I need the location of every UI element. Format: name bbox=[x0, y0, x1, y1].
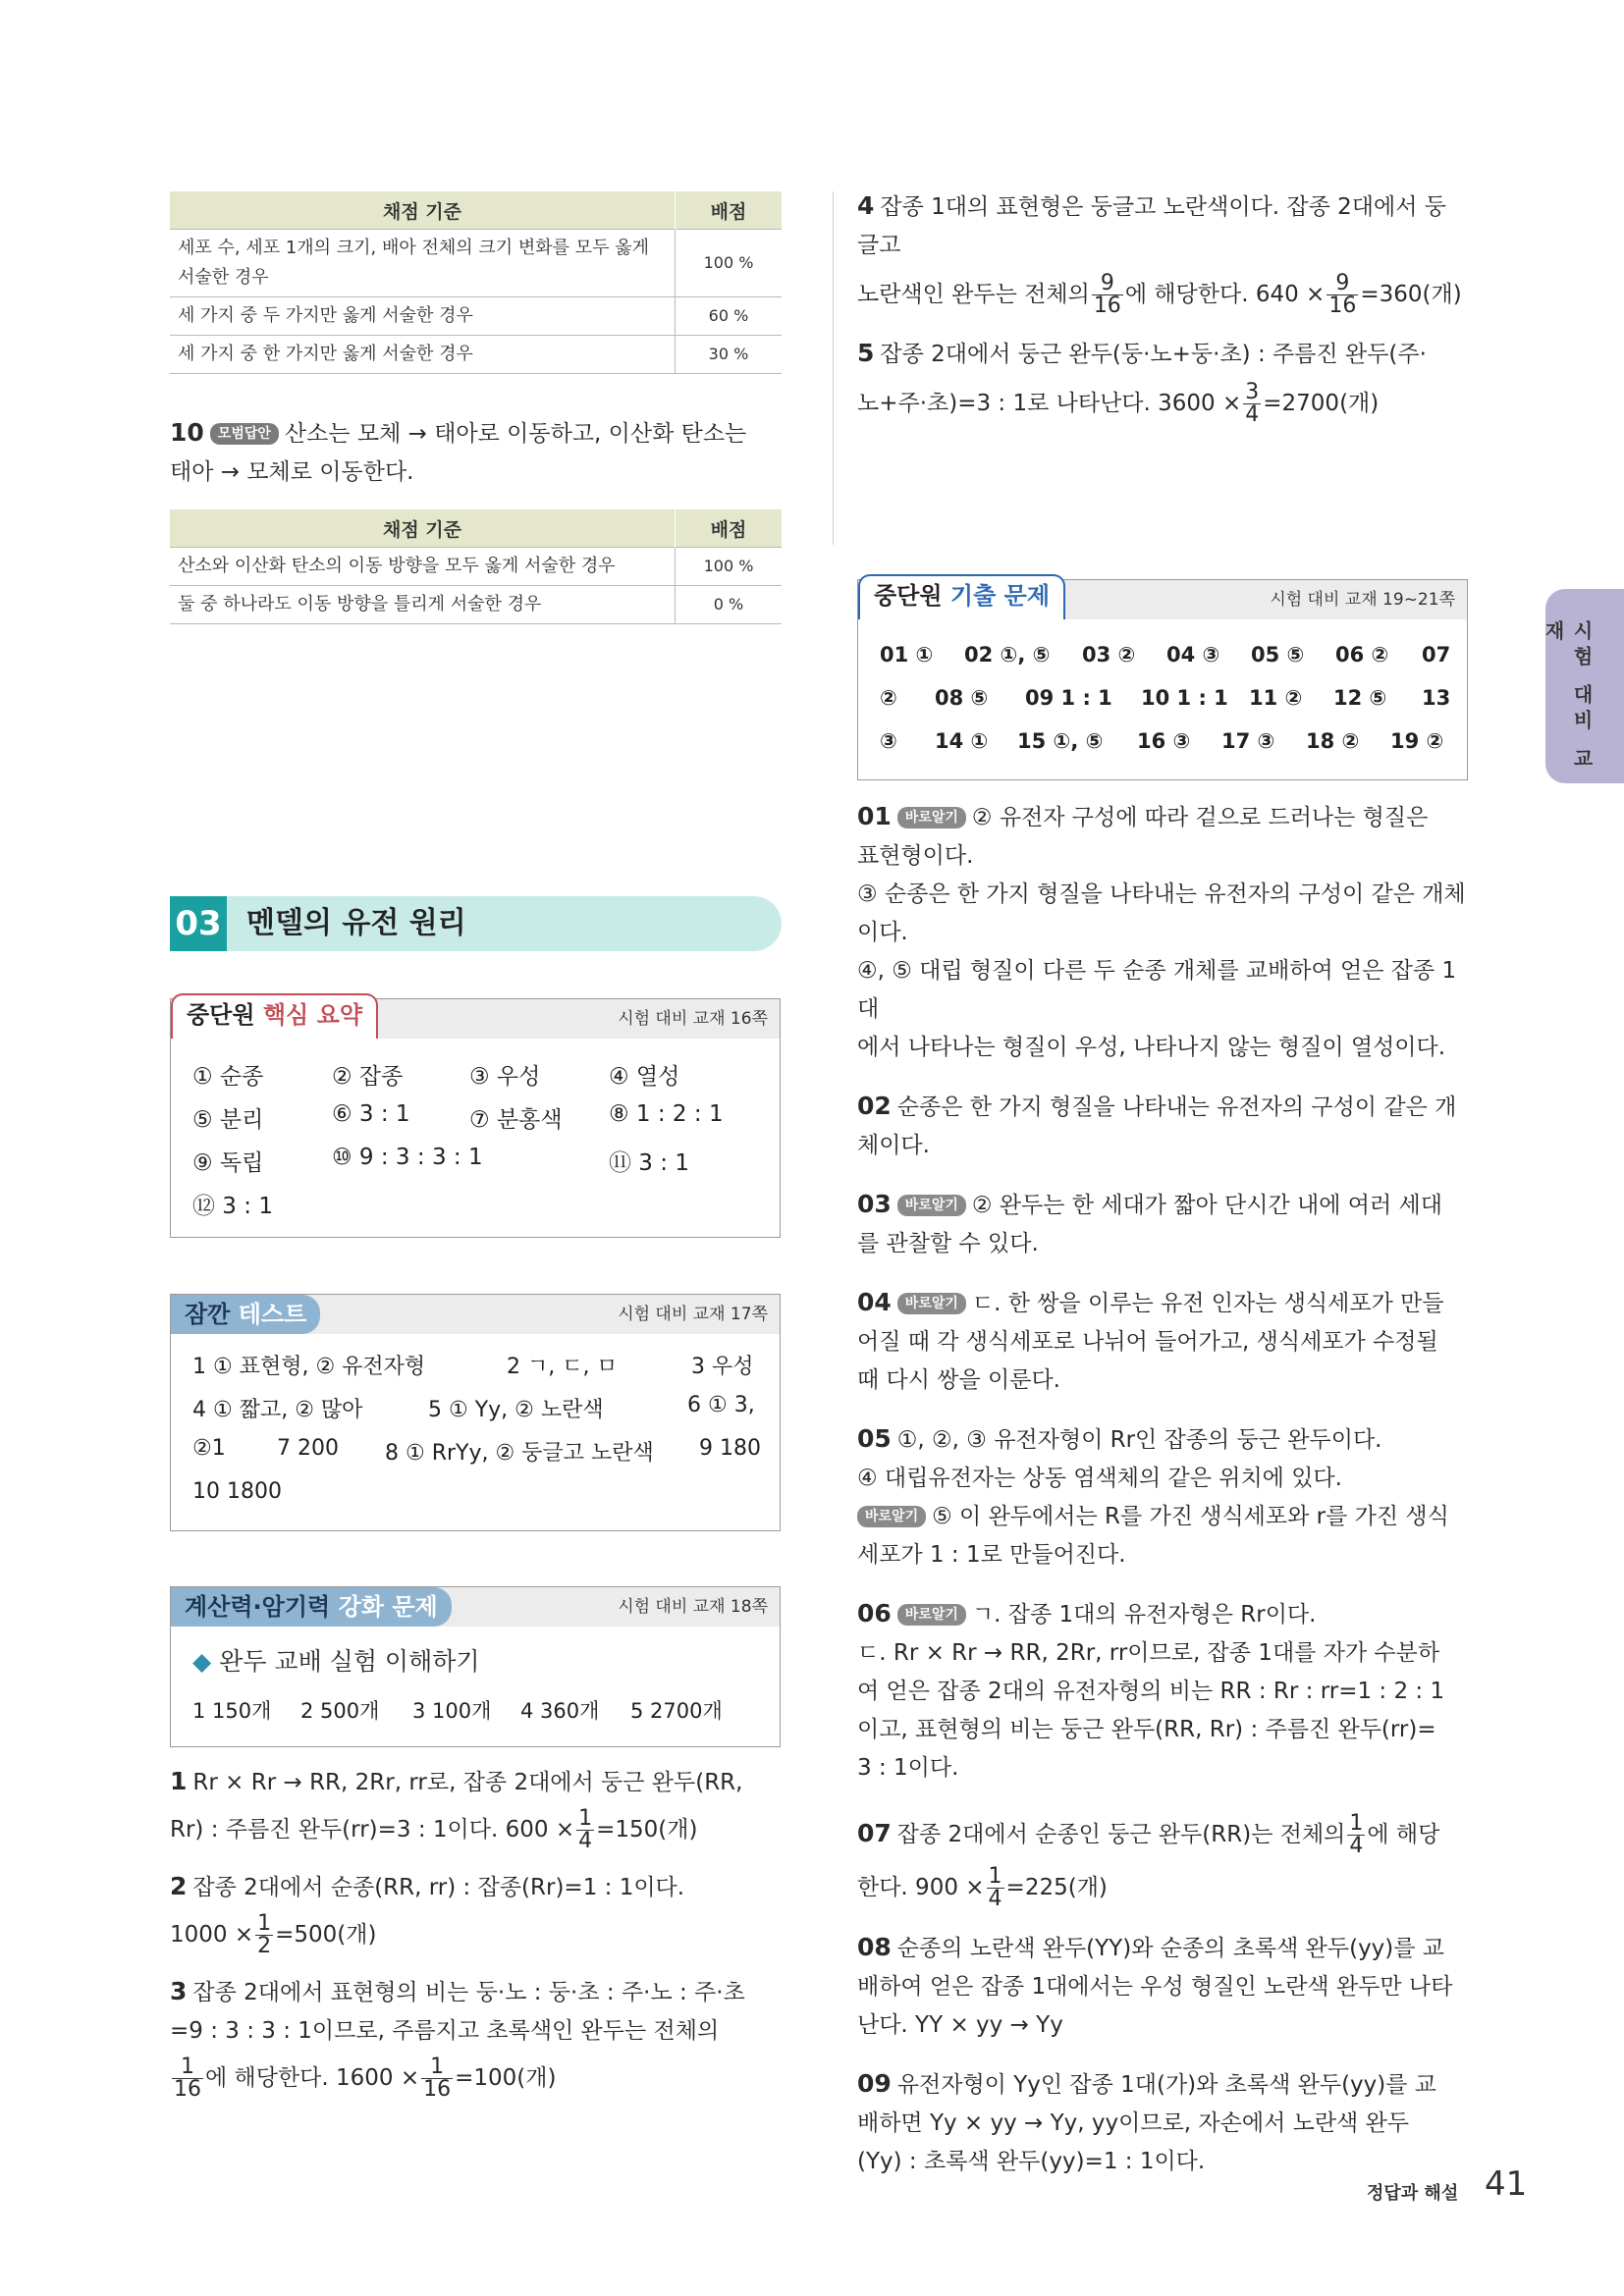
table-row bbox=[170, 548, 782, 586]
criteria-cell: 세포 수, 세포 1개의 크기, 배아 전체의 크기 변화를 모두 옳게 서술한 경우 bbox=[170, 230, 676, 297]
column-divider bbox=[833, 191, 834, 545]
points-cell: 100 % bbox=[676, 230, 783, 297]
answer-item: 15 ①, ⑤ bbox=[1017, 729, 1104, 753]
fraction: $\frac{1}{4}$ bbox=[578, 1806, 593, 1853]
criteria-cell: 산소와 이산화 탄소의 이동 방향을 모두 옳게 서술한 경우 bbox=[170, 548, 676, 586]
answer-item: 3 100개 bbox=[412, 1699, 492, 1723]
calculation-tag: 계산력·암기력 강화 문제 bbox=[171, 1587, 452, 1627]
answer-item: 07 bbox=[1422, 643, 1451, 667]
criteria-cell: 세 가지 중 두 가지만 옳게 서술한 경우 bbox=[170, 297, 676, 336]
fraction: $\frac{9}{16}$ bbox=[1093, 271, 1121, 318]
question-number: 10 bbox=[170, 418, 204, 447]
answer-text: 태아 → 모체로 이동한다. bbox=[170, 459, 414, 485]
fraction: $\frac{1}{16}$ bbox=[423, 2055, 452, 2102]
answer-item: 2 500개 bbox=[300, 1699, 380, 1723]
answer-item: 18 ② bbox=[1306, 729, 1360, 753]
answer-item: 10 1 : 1 bbox=[1141, 686, 1228, 710]
summary-item: ⑥ 3 : 1 bbox=[332, 1101, 410, 1127]
correction-badge: 바로알기 bbox=[857, 1506, 926, 1527]
answer-item: 02 ①, ⑤ bbox=[964, 643, 1051, 667]
points-cell: 30 % bbox=[676, 336, 783, 374]
table-header-criteria: 채점 기준 bbox=[170, 191, 676, 230]
question-10 bbox=[170, 413, 782, 492]
answer-item: 17 ③ bbox=[1221, 729, 1275, 753]
fraction: $\frac{3}{4}$ bbox=[1245, 380, 1260, 427]
table-header-points: 배점 bbox=[676, 509, 783, 548]
points-cell: 60 % bbox=[676, 297, 783, 336]
section-title: 멘델의 유전 원리 bbox=[246, 906, 466, 940]
table-header-points: 배점 bbox=[676, 191, 783, 230]
table-header-criteria: 채점 기준 bbox=[170, 509, 676, 548]
summary-item: ⑤ 분리 bbox=[192, 1107, 264, 1133]
answer-item: 7 200 bbox=[277, 1436, 339, 1461]
reference-text: 시험 대비 교재 19~21쪽 bbox=[1270, 590, 1455, 610]
correction-badge: 바로알기 bbox=[897, 1195, 966, 1216]
correction-badge: 바로알기 bbox=[897, 1604, 966, 1626]
points-cell: 0 % bbox=[676, 586, 783, 624]
summary-item: ② 잡종 bbox=[332, 1064, 404, 1090]
answer-item: 13 bbox=[1422, 686, 1451, 710]
answer-item: 08 ⑤ bbox=[935, 686, 989, 710]
summary-item: ⑪ 3 : 1 bbox=[609, 1150, 689, 1176]
answer-item: 3 우성 bbox=[691, 1355, 754, 1379]
calc-subtitle: ◆ 완두 교배 실험 이해하기 bbox=[192, 1647, 480, 1676]
fraction: $\frac{1}{4}$ bbox=[988, 1864, 1002, 1911]
scoring-table-2 bbox=[170, 509, 782, 624]
answer-item: 05 ⑤ bbox=[1251, 643, 1305, 667]
answer-item: 06 ② bbox=[1335, 643, 1389, 667]
table-row bbox=[170, 297, 782, 336]
fraction: $\frac{1}{16}$ bbox=[174, 2055, 201, 2102]
answer-item: 14 ① bbox=[935, 729, 989, 753]
summary-item: ⑦ 분홍색 bbox=[469, 1107, 563, 1133]
answer-item: 09 1 : 1 bbox=[1025, 686, 1112, 710]
fraction: $\frac{9}{16}$ bbox=[1328, 271, 1357, 318]
table-row bbox=[170, 336, 782, 374]
table-row bbox=[170, 230, 782, 297]
answer-item: 5 2700개 bbox=[630, 1699, 723, 1723]
answer-item: 10 1800 bbox=[192, 1479, 282, 1504]
side-tab[interactable] bbox=[1542, 589, 1624, 783]
side-tab-label: 시험 대비 교재 bbox=[1542, 620, 1594, 774]
answer-item: 9 180 bbox=[699, 1436, 761, 1461]
answer-item: 03 ② bbox=[1082, 643, 1136, 667]
reference-text: 시험 대비 교재 17쪽 bbox=[618, 1305, 768, 1324]
answer-item: 1 ① 표현형, ② 유전자형 bbox=[192, 1355, 426, 1379]
calculation-panel bbox=[170, 1586, 781, 1747]
diamond-icon: ◆ bbox=[192, 1647, 212, 1676]
past-exam-panel bbox=[857, 579, 1468, 780]
answer-item: 19 ② bbox=[1390, 729, 1444, 753]
answer-item: ③ bbox=[880, 729, 897, 753]
summary-item: ① 순종 bbox=[192, 1064, 264, 1090]
correction-badge: 바로알기 bbox=[897, 1293, 966, 1314]
summary-item: ④ 열성 bbox=[609, 1064, 680, 1090]
section-header bbox=[170, 896, 782, 951]
past-exam-tag: 중단원 기출 문제 bbox=[858, 574, 1065, 619]
answer-item: 1 150개 bbox=[192, 1699, 272, 1723]
answer-item: 2 ㄱ, ㄷ, ㅁ bbox=[507, 1355, 618, 1379]
fraction: $\frac{1}{4}$ bbox=[1349, 1811, 1364, 1858]
correction-badge: 바로알기 bbox=[897, 807, 966, 828]
quick-test-tag: 잠깐 테스트 bbox=[171, 1295, 320, 1334]
summary-item: ⑫ 3 : 1 bbox=[192, 1194, 273, 1219]
answer-item: 5 ① Yy, ② 노란색 bbox=[428, 1398, 604, 1422]
section-number: 03 bbox=[170, 896, 227, 951]
fraction: $\frac{1}{2}$ bbox=[257, 1911, 272, 1958]
criteria-cell: 둘 중 하나라도 이동 방향을 틀리게 서술한 경우 bbox=[170, 586, 676, 624]
page-number: 41 bbox=[1485, 2164, 1528, 2204]
summary-tag: 중단원 핵심 요약 bbox=[171, 993, 378, 1039]
footer-label: 정답과 해설 bbox=[1367, 2183, 1459, 2204]
criteria-cell: 세 가지 중 한 가지만 옳게 서술한 경우 bbox=[170, 336, 676, 374]
summary-item: ⑩ 9 : 3 : 3 : 1 bbox=[332, 1145, 483, 1170]
summary-panel bbox=[170, 998, 781, 1238]
answer-item: 4 ① 짧고, ② 많아 bbox=[192, 1398, 363, 1422]
answer-text: 산소는 모체 → 태아로 이동하고, 이산화 탄소는 bbox=[284, 421, 747, 447]
answer-item: ② bbox=[880, 686, 897, 710]
answer-item: 04 ③ bbox=[1166, 643, 1220, 667]
answer-item: 6 ① 3, bbox=[687, 1393, 755, 1417]
points-cell: 100 % bbox=[676, 548, 783, 586]
summary-item: ⑨ 독립 bbox=[192, 1150, 264, 1176]
answer-item: 12 ⑤ bbox=[1333, 686, 1387, 710]
table-row bbox=[170, 586, 782, 624]
scoring-table-1 bbox=[170, 191, 782, 374]
quick-test-panel bbox=[170, 1294, 781, 1531]
summary-item: ⑧ 1 : 2 : 1 bbox=[609, 1101, 724, 1127]
reference-text: 시험 대비 교재 16쪽 bbox=[618, 1009, 768, 1029]
model-answer-badge: 모범답안 bbox=[210, 423, 279, 445]
solutions: 01 바로알기 ② 유전자 구성에 따라 겉으로 드러나는 형질은 표현형이다. ③ 순종은 한 가지 형질을 나타내는 유전자의 구성이 같은 개체 이다. ④, ⑤ 대립 형질이 다른 두 순종 개체를 교배하여 얻은 잡종 1대 에서 나타나는 형질이 우성, 나타나지 않는 형질이 열성이다. 02 순종은 한 가지 형질을 나타내는 유전자의 구성이 같은 개 체이다. 03 바로알기 ② 완두는 한 세대가 짧아 단시간 내에 여러 세대 를 관찰할 수 있다. 04 바로알기 ㄷ. 한 쌍을 이루는 유전 인자는 생식세포가 만들 어질 때 각 생식세포로 나뉘어 들어가고, 생식세포가 수정될 때 다시 쌍을 이룬다. 05 ①, ②, ③ 유전자형이 Rr인 잡종의 둥근 완두이다. ④ 대립유전자는 상동 염색체의 같은 위치에 있다. 바로알기 ⑤ 이 완두에서는 R를 가진 생식세포와 r를 가진 생식 세포가 1 : 1로 만들어진다. 06 바로알기 ㄱ. 잡종 1대의 유전자형은 Rr이다. ㄷ. Rr × Rr → RR, 2Rr, rr이므로, 잡종 1대를 자가 수분하 여 얻은 잡종 2대의 유전자형의 비는 RR : Rr : rr=1 : 2 : 1 이고, 표현형의 비는 둥근 완두(RR, Rr) : 주름진 완두(rr)= 3 : 1이다. 07 잡종 2대에서 순종인 둥근 완두(RR)는 전체의 $\frac{1}{4}$ 에 해당 한다. 900 × $\frac{1}{4}$ =225(개) 08 순종의 노란색 완두(YY)와 순종의 초록색 완두(yy)를 교 배하여 얻은 잡종 1대에서는 우성 형질인 노란색 완두만 나타 난다. YY × yy → Yy 09 유전자형이 Yy인 잡종 1대(가)와 초록색 완두(yy)를 교 배하면 Yy × yy → Yy, yy이므로, 자손에서 노란색 완두 (Yy) : 초록색 완두(yy)=1 : 1이다. bbox=[857, 802, 1466, 2174]
answer-item: 11 ② bbox=[1249, 686, 1303, 710]
answer-item: 8 ① RrYy, ② 둥글고 노란색 bbox=[385, 1441, 654, 1466]
summary-item: ③ 우성 bbox=[469, 1064, 541, 1090]
answer-item: 4 360개 bbox=[520, 1699, 600, 1723]
calc-solutions: 1 Rr × Rr → RR, 2Rr, rr로, 잡종 2대에서 둥근 완두(RR, Rr) : 주름진 완두(rr)=3 : 1이다. 600 × $\frac{1}{4}$ =150(개) 2 잡종 2대에서 순종(RR, rr) : 잡종(Rr)=1 : 1이다. 1000 × $\frac{1}{2}$ =500(개) 3 잡종 2대에서 표현형의 비는 둥·노 : 둥·초 : 주·노 : 주·초 =9 : 3 : 3 : 1이므로, 주름지고 초록색인 완두는 전체의 $\frac{1}{16}$ 에 해당한다. 1600 × $\frac{1}{16}$ =100(개) bbox=[170, 1767, 745, 2102]
left-column bbox=[170, 191, 782, 624]
right-column: 4 잡종 1대의 표현형은 둥글고 노란색이다. 잡종 2대에서 둥글고 노란색인 완두는 전체의 $\frac{9}{16}$ 에 해당한다. 640 × $\frac{9}{16}$ =360(개) 5 잡종 2대에서 둥근 완두(둥·노+둥·초) : 주름진 완두(주· 노+주·초)=3 : 1로 나타난다. 3600 × $\frac{3}{4}$ =2700(개) bbox=[857, 191, 1462, 427]
reference-text: 시험 대비 교재 18쪽 bbox=[618, 1597, 768, 1617]
answer-item: 01 ① bbox=[880, 643, 934, 667]
answer-item: ②1 bbox=[192, 1436, 226, 1461]
answer-item: 16 ③ bbox=[1137, 729, 1191, 753]
